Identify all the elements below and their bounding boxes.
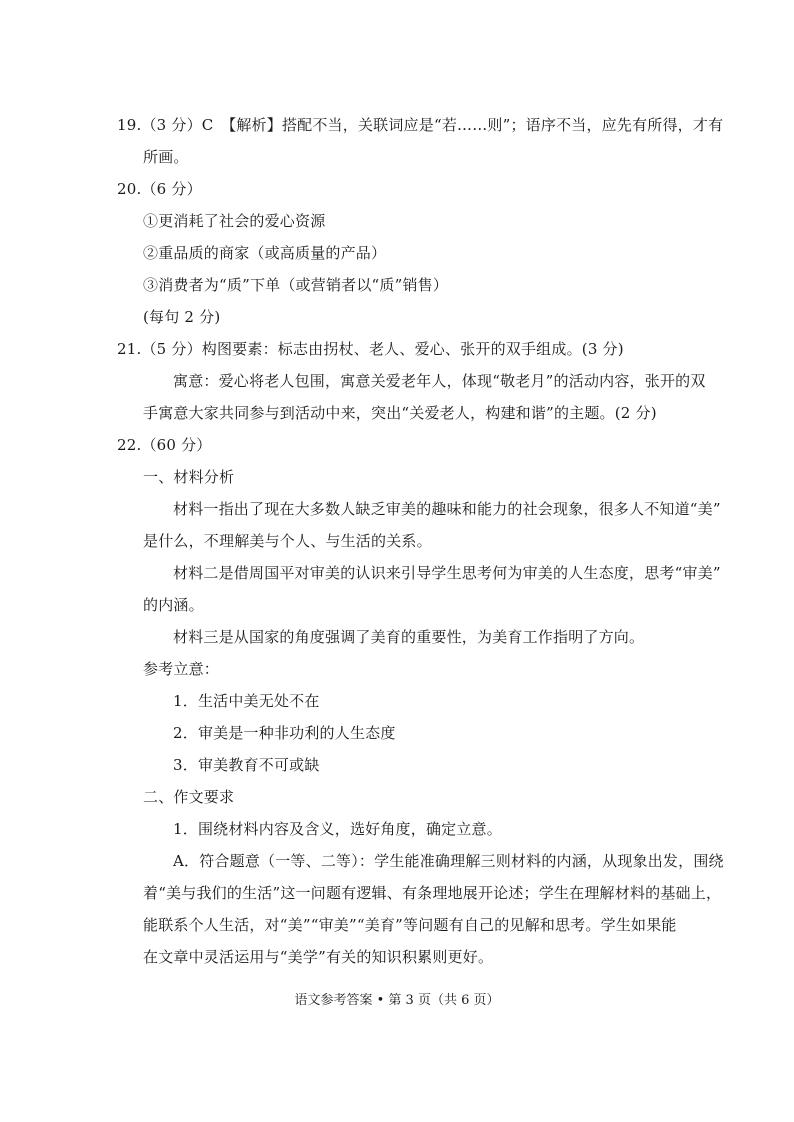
q22-grade-a-line-2: 着“美与我们的生活”这一问题有逻辑、有条理地展开论述；学生在理解材料的基础上， — [143, 884, 722, 902]
q22-material-2-line-1: 材料二是借周国平对审美的认识来引导学生思考何为审美的人生态度，思考“审美” — [173, 564, 721, 582]
q19-answer-line-1: 19.（3 分）C 【解析】搭配不当，关联词应是“若……则”；语序不当，应先有所得，才有 — [117, 116, 724, 134]
q22-reference-ideas-title: 参考立意： — [143, 660, 220, 678]
q20-header: 20.（6 分） — [117, 180, 202, 198]
q22-material-3-line-1: 材料三是从国家的角度强调了美育的重要性，为美育工作指明了方向。 — [173, 628, 645, 646]
q21-answer-line-2: 寓意：爱心将老人包围，寓意关爱老年人，体现“敬老月”的活动内容，张开的双 — [173, 372, 706, 390]
q19-answer-line-2: 所画。 — [143, 148, 189, 166]
q22-reference-idea-1: 1．生活中美无处不在 — [173, 692, 320, 710]
q21-answer-line-3: 手寓意大家共同参与到活动中来，突出“关爱老人，构建和谐”的主题。(2 分) — [143, 404, 657, 422]
q21-answer-line-1: 21.（5 分）构图要素：标志由拐杖、老人、爱心、张开的双手组成。(3 分) — [117, 340, 624, 358]
q22-grade-a-line-1: A．符合题意（一等、二等）：学生能准确理解三则材料的内涵，从现象出发，围绕 — [173, 852, 724, 870]
q22-material-1-line-2: 是什么，不理解美与个人、与生活的关系。 — [143, 532, 432, 550]
q20-item-1: ①更消耗了社会的爱心资源 — [143, 212, 326, 230]
q20-item-2: ②重品质的商家（或高质量的产品） — [143, 244, 387, 262]
q22-grade-a-line-3: 能联系个人生活，对“美”“审美”“美育”等问题有自己的见解和思考。学生如果能 — [143, 916, 677, 934]
q20-scoring-note: (每句 2 分) — [143, 308, 221, 326]
q22-material-2-line-2: 的内涵。 — [143, 596, 204, 614]
q22-reference-idea-2: 2．审美是一种非功利的人生态度 — [173, 724, 396, 742]
q20-item-3: ③消费者为“质”下单（或营销者以“质”销售） — [143, 276, 449, 294]
q22-section-writing-requirements: 二、作文要求 — [143, 788, 235, 806]
q22-material-1-line-1: 材料一指出了现在大多数人缺乏审美的趣味和能力的社会现象，很多人不知道“美” — [173, 500, 721, 518]
q22-reference-idea-3: 3．审美教育不可或缺 — [173, 756, 320, 774]
page-footer: 语文参考答案 • 第 3 页（共 6 页） — [294, 993, 500, 1008]
q22-header: 22.（60 分） — [117, 436, 212, 454]
q22-section-material-analysis: 一、材料分析 — [143, 468, 235, 486]
q22-grade-a-line-4: 在文章中灵活运用与“美学”有关的知识积累则更好。 — [143, 948, 494, 966]
q22-requirement-1: 1．围绕材料内容及含义，选好角度，确定立意。 — [173, 820, 502, 838]
